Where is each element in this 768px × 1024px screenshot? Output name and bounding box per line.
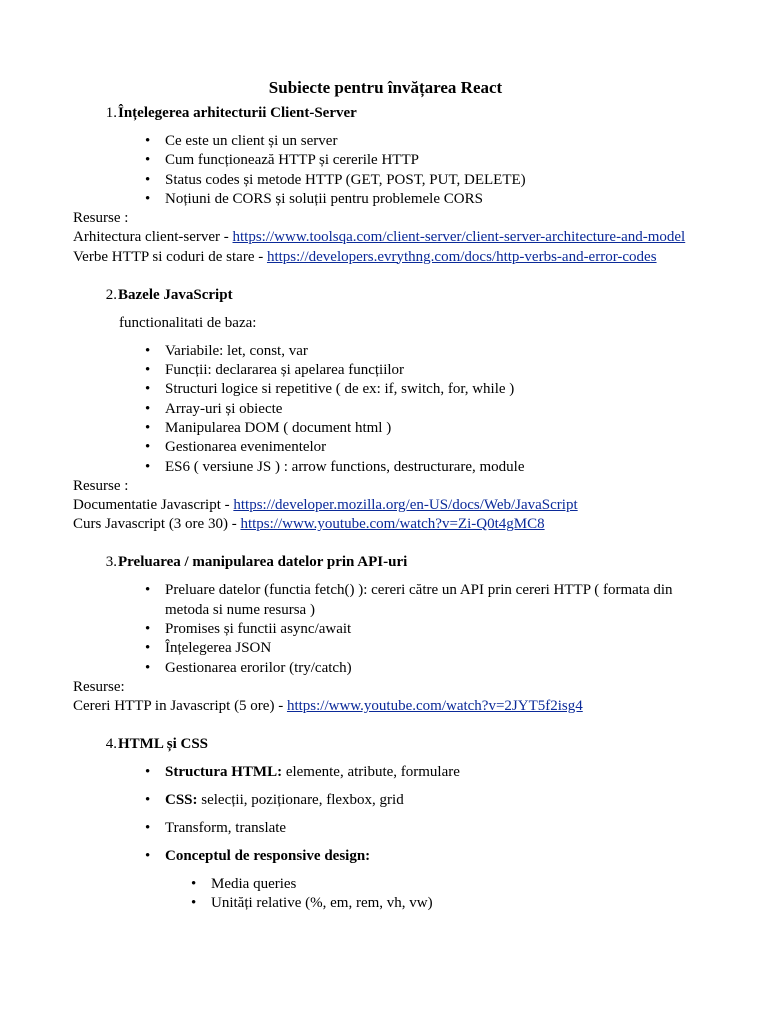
list-item xyxy=(73,819,698,838)
spacer xyxy=(73,267,698,286)
list-item xyxy=(73,791,698,810)
list-item: • Cum funcționează HTTP și cererile HTTP xyxy=(73,151,698,170)
list-item: • Manipularea DOM ( document html ) xyxy=(73,419,698,438)
spacer xyxy=(73,534,698,553)
resource-line xyxy=(73,248,698,267)
section-title: Preluarea / manipularea datelor prin API-uri xyxy=(118,554,408,571)
resource-prefix: Documentatie Javascript - xyxy=(73,497,234,514)
list-item-bold: CSS: xyxy=(165,792,198,809)
section-3 xyxy=(73,553,698,716)
bullet-list xyxy=(73,342,698,477)
list-item: • Status codes și metode HTTP (GET, POST, PUT, DELETE) xyxy=(73,171,698,190)
resource-prefix: Cereri HTTP in Javascript (5 ore) - xyxy=(73,698,287,715)
list-item-bold: Conceptul de responsive design: xyxy=(165,848,371,865)
section-title: Bazele JavaScript xyxy=(118,286,233,303)
resource-link[interactable]: https://www.youtube.com/watch?v=Zi-Q0t4gMC8 xyxy=(240,516,545,533)
list-item-text: elemente, atribute, formulare xyxy=(282,764,460,781)
section-heading xyxy=(73,104,698,123)
list-item xyxy=(73,763,698,782)
section-heading xyxy=(73,735,698,754)
resource-link[interactable]: https://developers.evrythng.com/docs/http-verbs-and-error-codes xyxy=(266,248,657,265)
list-item: • Ce este un client și un server xyxy=(73,132,698,151)
bullet-list xyxy=(73,132,698,209)
sub-list-item: • Media queries xyxy=(73,875,698,895)
resource-prefix: Arhitectura client-server - xyxy=(73,229,233,246)
list-item xyxy=(73,847,698,866)
list-item: • Gestionarea evenimentelor xyxy=(73,438,698,457)
page-title: Subiecte pentru învățarea React xyxy=(268,78,503,97)
resources-label: Resurse : xyxy=(73,210,129,227)
bullet-list xyxy=(73,763,698,866)
resource-line xyxy=(73,697,698,716)
section-intro: functionalitati de baza: xyxy=(119,314,257,331)
resource-link[interactable]: https://www.youtube.com/watch?v=2JYT5f2isg4 xyxy=(286,698,583,715)
list-item: • Funcții: declararea și apelarea funcțiilor xyxy=(73,361,698,380)
bullet-list xyxy=(73,581,698,677)
list-item: • Structuri logice si repetitive ( de ex: if, switch, for, while ) xyxy=(73,380,698,399)
section-title: Înțelegerea arhitecturii Client-Server xyxy=(118,105,357,121)
list-item: • Noțiuni de CORS și soluții pentru problemele CORS xyxy=(73,190,698,209)
section-heading xyxy=(73,553,698,572)
list-item-text: selecții, poziționare, flexbox, grid xyxy=(197,792,404,809)
resource-line xyxy=(73,515,698,534)
list-item: • Preluare datelor (functia fetch() ): cereri către un API prin cereri HTTP ( formata din metoda si nume resursa ) xyxy=(73,581,698,620)
section-number: 4. xyxy=(105,736,117,753)
section-number: 1. xyxy=(105,105,117,121)
section-heading xyxy=(73,286,698,305)
list-item-text: Transform, translate xyxy=(165,820,287,837)
list-item-bold: Structura HTML: xyxy=(165,764,283,781)
sub-bullet-list xyxy=(73,875,698,914)
list-item: • Gestionarea erorilor (try/catch) xyxy=(73,659,698,678)
resource-line xyxy=(73,228,698,247)
resources-label: Resurse: xyxy=(73,678,125,695)
list-item: • Array-uri și obiecte xyxy=(73,400,698,419)
list-item: • Variabile: let, const, var xyxy=(73,342,698,361)
list-item: • ES6 ( versiune JS ) : arrow functions, destructurare, module xyxy=(73,458,698,477)
resource-prefix: Verbe HTTP si coduri de stare - xyxy=(73,248,267,265)
list-item: • Înțelegerea JSON xyxy=(73,639,698,658)
document-page xyxy=(73,77,698,914)
spacer xyxy=(73,716,698,735)
section-number: 2. xyxy=(105,286,117,303)
section-title: HTML și CSS xyxy=(118,736,209,753)
sub-list-item: • Unități relative (%, em, rem, vh, vw) xyxy=(73,894,698,914)
resource-link[interactable]: https://developer.mozilla.org/en-US/docs/Web/JavaScript xyxy=(233,497,578,514)
section-4 xyxy=(73,735,698,913)
resource-link[interactable]: https://www.toolsqa.com/client-server/client-server-architecture-and-model xyxy=(232,229,686,246)
section-2 xyxy=(73,286,698,535)
resource-line xyxy=(73,496,698,515)
section-number: 3. xyxy=(105,554,117,571)
resource-prefix: Curs Javascript (3 ore 30) - xyxy=(73,516,241,533)
list-item: • Promises și functii async/await xyxy=(73,620,698,639)
section-1 xyxy=(73,104,698,267)
resources-label: Resurse : xyxy=(73,477,129,494)
